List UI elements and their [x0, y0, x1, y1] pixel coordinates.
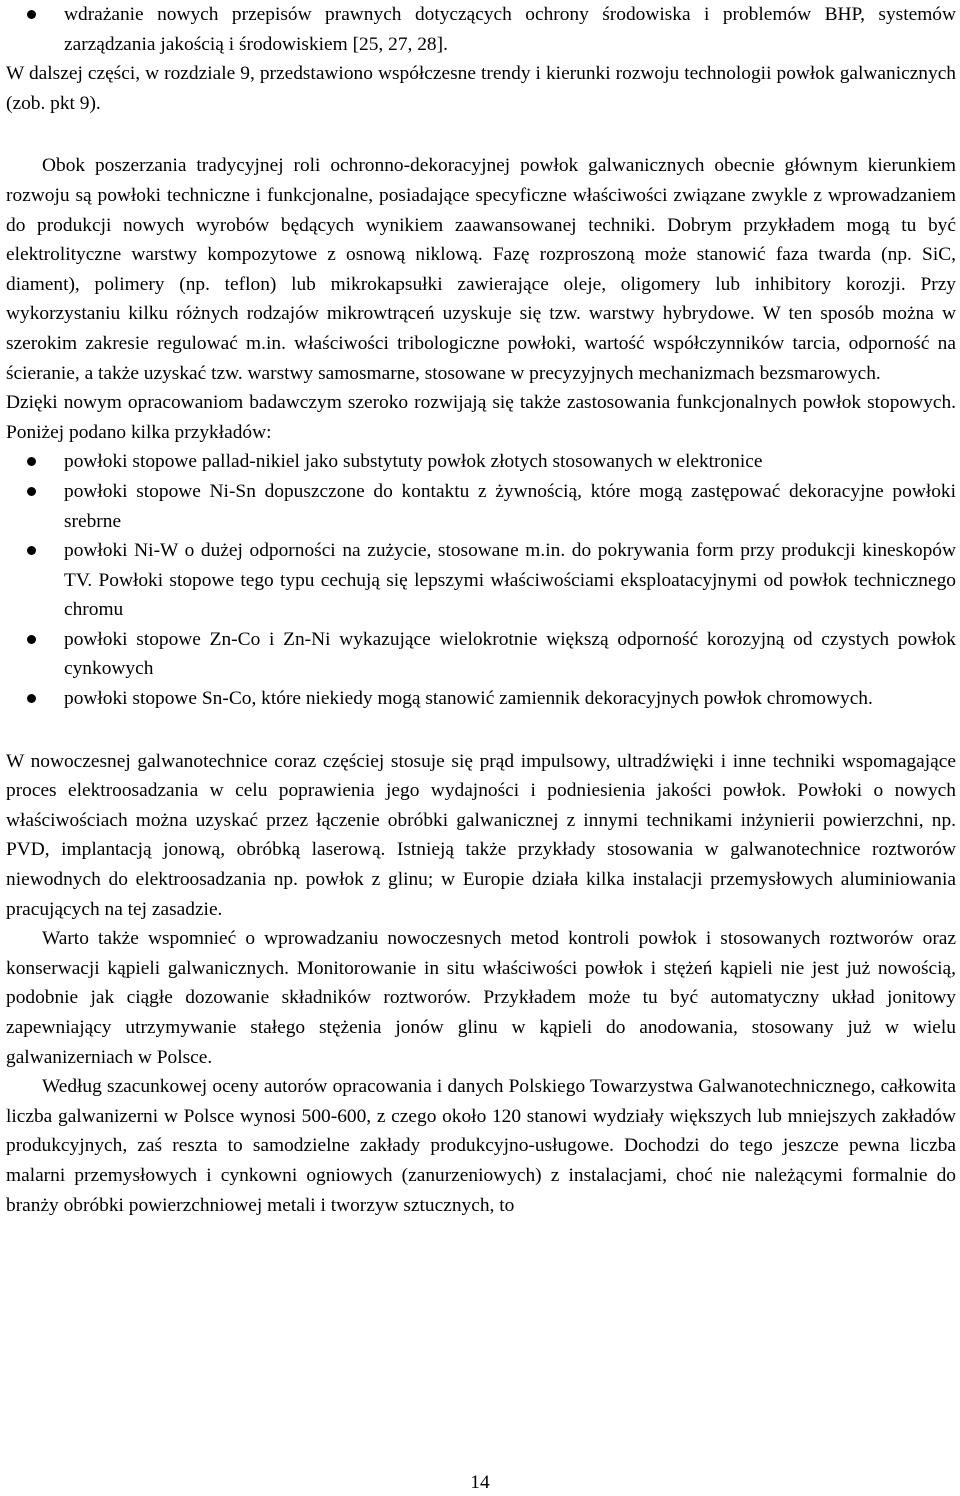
paragraph-process-control: Warto także wspomnieć o wprowadzaniu nowoczesnych metod kontroli powłok i stosowanych roztworów oraz konserwacji kąpieli galwanicznych. Monitorowanie in situ właściwości powłok i stężeń kąpieli nie jest już nowością, podobnie jak ciągłe dozowanie składników roztworów. Przykładem może tu być automatyczny układ jonitowy zapewniający utrzymywanie stałego stężenia jonów glinu w kąpieli do anodowania, stosowany już w wielu galwanizerniach w Polsce.	[6, 928, 956, 1068]
top-bullet-list	[6, 0, 956, 59]
alloy-examples-list	[6, 447, 956, 713]
bullet-icon	[27, 635, 36, 644]
list-item	[6, 477, 956, 536]
bullet-icon	[27, 546, 36, 555]
document-page	[6, 0, 956, 1220]
bullet-icon	[27, 694, 36, 703]
paragraph-modern-techniques: W nowoczesnej galwanotechnice coraz częściej stosuje się prąd impulsowy, ultradźwięki i inne techniki wspomagające proces elektroosadzania w celu poprawienia jego wydajności i podniesienia jakości powłok. Powłoki o nowych właściwościach można uzyskać przez łączenie obróbki galwanicznej z innymi technikami inżynierii powierzchni, np. PVD, implantacją jonową, obróbką laserową. Istnieją także przykłady stosowania w galwanotechnice roztworów niewodnych do elektroosadzania np. powłok z glinu; w Europie działa kilka instalacji przemysłowych aluminiowania pracujących na tej zasadzie.	[6, 750, 956, 920]
list-item-text: powłoki stopowe Ni-Sn dopuszczone do kontaktu z żywnością, które mogą zastępować dekoracyjne powłoki srebrne	[64, 480, 956, 532]
paragraph-functional-coatings: Obok poszerzania tradycyjnej roli ochronno-dekoracyjnej powłok galwanicznych obecnie głównym kierunkiem rozwoju są powłoki techniczne i funkcjonalne, posiadające specyficzne właściwości związane zwykle z wprowadzaniem do produkcji nowych wyrobów będących wynikiem zaawansowanej techniki. Dobrym przykładem mogą tu być elektrolityczne warstwy kompozytowe z osnową niklową. Fazę rozproszoną może stanowić faza twarda (np. SiC, diament), polimery (np. teflon) lub mikrokapsułki zawierające oleje, oligomery lub inhibitory korozji. Przy wykorzystaniu kilku różnych rodzajów mikrowtrąceń uzyskuje się tzw. warstwy hybrydowe. W ten sposób można w szerokim zakresie regulować m.in. właściwości tribologiczne powłoki, wartość współczynników tarcia, odporność na ścieranie, a także uzyskać tzw. warstwy samosmarne, stosowane w precyzyjnych mechanizmach bezsmarowych.	[6, 155, 956, 384]
list-item-text: wdrażanie nowych przepisów prawnych dotyczących ochrony środowiska i problemów BHP, systemów zarządzania jakością i środowiskiem [25, 27, 28].	[64, 4, 956, 55]
list-item-text: powłoki stopowe pallad-nikiel jako substytuty powłok złotych stosowanych w elektronice	[64, 451, 763, 473]
list-item-text: powłoki Ni-W o dużej odporności na zużycie, stosowane m.in. do pokrywania form przy produkcji kineskopów TV. Powłoki stopowe tego typu cechują się lepszymi właściwościami eksploatacyjnymi od powłok technicznego chromu	[64, 540, 956, 621]
bullet-icon	[27, 10, 36, 19]
list-item	[6, 684, 956, 714]
bullet-icon	[27, 487, 36, 496]
list-item	[6, 0, 956, 59]
list-item	[6, 447, 956, 477]
list-item-text: powłoki stopowe Zn-Co i Zn-Ni wykazujące wielokrotnie większą odporność korozyjną od czystych powłok cynkowych	[64, 628, 956, 680]
paragraph-trends: W dalszej części, w rozdziale 9, przedstawiono współczesne trendy i kierunki rozwoju technologii powłok galwanicznych (zob. pkt 9).	[6, 63, 956, 114]
list-item	[6, 536, 956, 625]
paragraph-alloy-coatings: Dzięki nowym opracowaniom badawczym szeroko rozwijają się także zastosowania funkcjonalnych powłok stopowych. Poniżej podano kilka przykładów:	[6, 392, 956, 443]
list-item	[6, 625, 956, 684]
bullet-icon	[27, 457, 36, 466]
page-number: 14	[470, 1472, 490, 1493]
paragraph-estimate: Według szacunkowej oceny autorów opracowania i danych Polskiego Towarzystwa Galwanotechnicznego, całkowita liczba galwanizerni w Polsce wynosi 500-600, z czego około 120 stanowi wydziały większych lub mniejszych zakładów produkcyjnych, zaś reszta to samodzielne zakłady produkcyjno-usługowe. Dochodzi do tego jeszcze pewna liczba malarni przemysłowych i cynkowni ogniowych (zanurzeniowych) z instalacjami, choć nie należącymi formalnie do branży obróbki powierzchniowej metali i tworzyw sztucznych, to	[6, 1076, 956, 1216]
list-item-text: powłoki stopowe Sn-Co, które niekiedy mogą stanowić zamiennik dekoracyjnych powłok chromowych.	[64, 688, 873, 710]
